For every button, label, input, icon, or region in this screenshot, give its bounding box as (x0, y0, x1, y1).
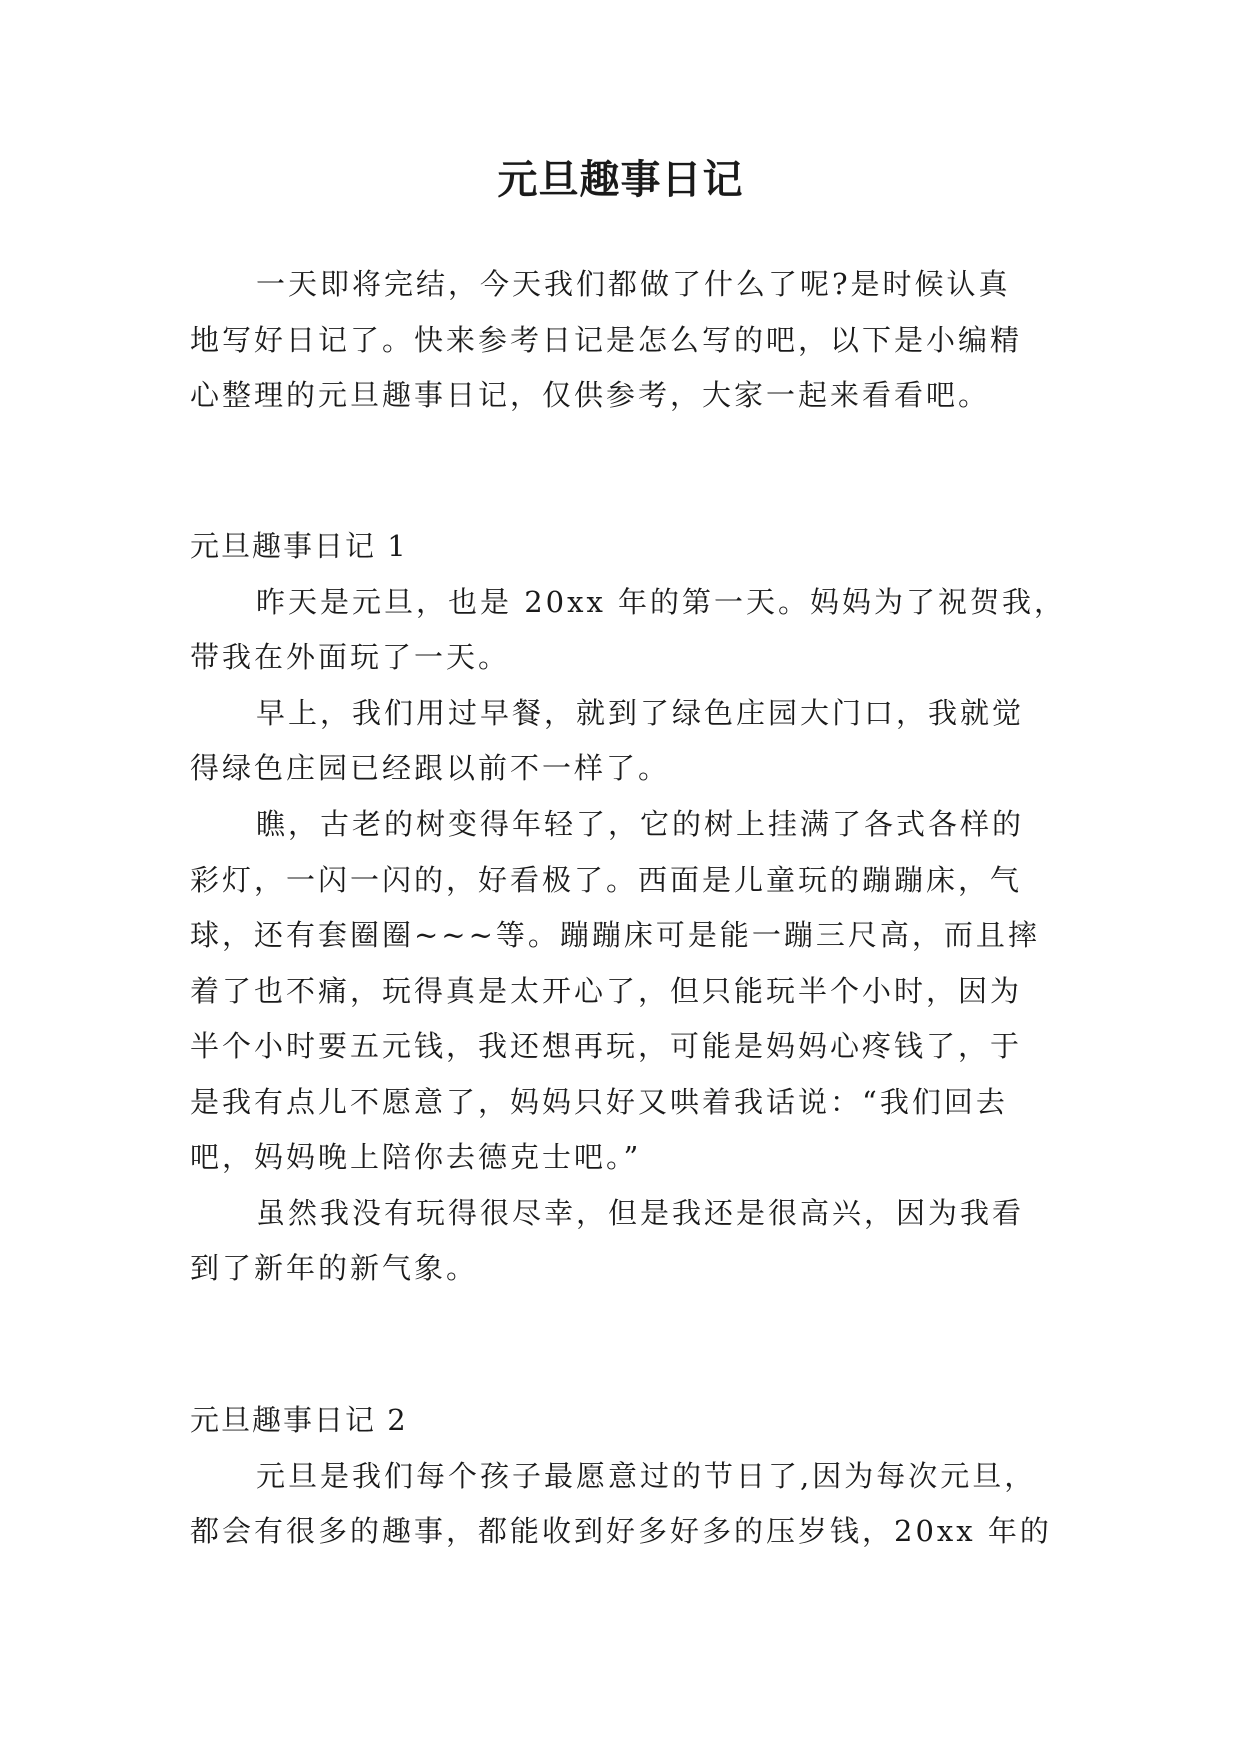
intro-line: 一天即将完结，今天我们都做了什么了呢?是时候认真 (256, 267, 1011, 301)
paragraph-line: 昨天是元旦，也是 20xx 年的第一天。妈妈为了祝贺我， (256, 585, 1067, 619)
document-title: 元旦趣事日记 (497, 156, 744, 203)
paragraph-line: 彩灯，一闪一闪的，好看极了。西面是儿童玩的蹦蹦床，气 (190, 863, 1023, 897)
paragraph-line: 是我有点儿不愿意了，妈妈只好又哄着我话说：“我们回去 (190, 1085, 1008, 1119)
paragraph-line: 到了新年的新气象。 (190, 1251, 479, 1285)
paragraph-line: 瞧，古老的树变得年轻了，它的树上挂满了各式各样的 (256, 807, 1025, 841)
paragraph-line: 着了也不痛，玩得真是太开心了，但只能玩半个小时，因为 (190, 974, 1023, 1008)
intro-line: 心整理的元旦趣事日记，仅供参考，大家一起来看看吧。 (190, 378, 991, 412)
paragraph-line: 都会有很多的趣事，都能收到好多好多的压岁钱，20xx 年的 (190, 1514, 1052, 1548)
intro-line: 地写好日记了。快来参考日记是怎么写的吧，以下是小编精 (190, 323, 1023, 357)
section-heading-1: 元旦趣事日记 1 (190, 529, 408, 563)
paragraph-line: 元旦是我们每个孩子最愿意过的节日了,因为每次元旦， (256, 1459, 1037, 1493)
paragraph-line: 虽然我没有玩得很尽幸，但是我还是很高兴，因为我看 (256, 1196, 1025, 1230)
paragraph-line: 半个小时要五元钱，我还想再玩，可能是妈妈心疼钱了，于 (190, 1029, 1023, 1063)
paragraph-line: 吧，妈妈晚上陪你去德克士吧。” (190, 1140, 642, 1174)
paragraph-line: 球，还有套圈圈~~~等。蹦蹦床可是能一蹦三尺高，而且摔 (190, 918, 1040, 952)
paragraph-line: 早上，我们用过早餐，就到了绿色庄园大门口，我就觉 (256, 696, 1025, 730)
paragraph-line: 得绿色庄园已经跟以前不一样了。 (190, 751, 671, 785)
paragraph-line: 带我在外面玩了一天。 (190, 640, 511, 674)
section-heading-2: 元旦趣事日记 2 (190, 1403, 408, 1437)
